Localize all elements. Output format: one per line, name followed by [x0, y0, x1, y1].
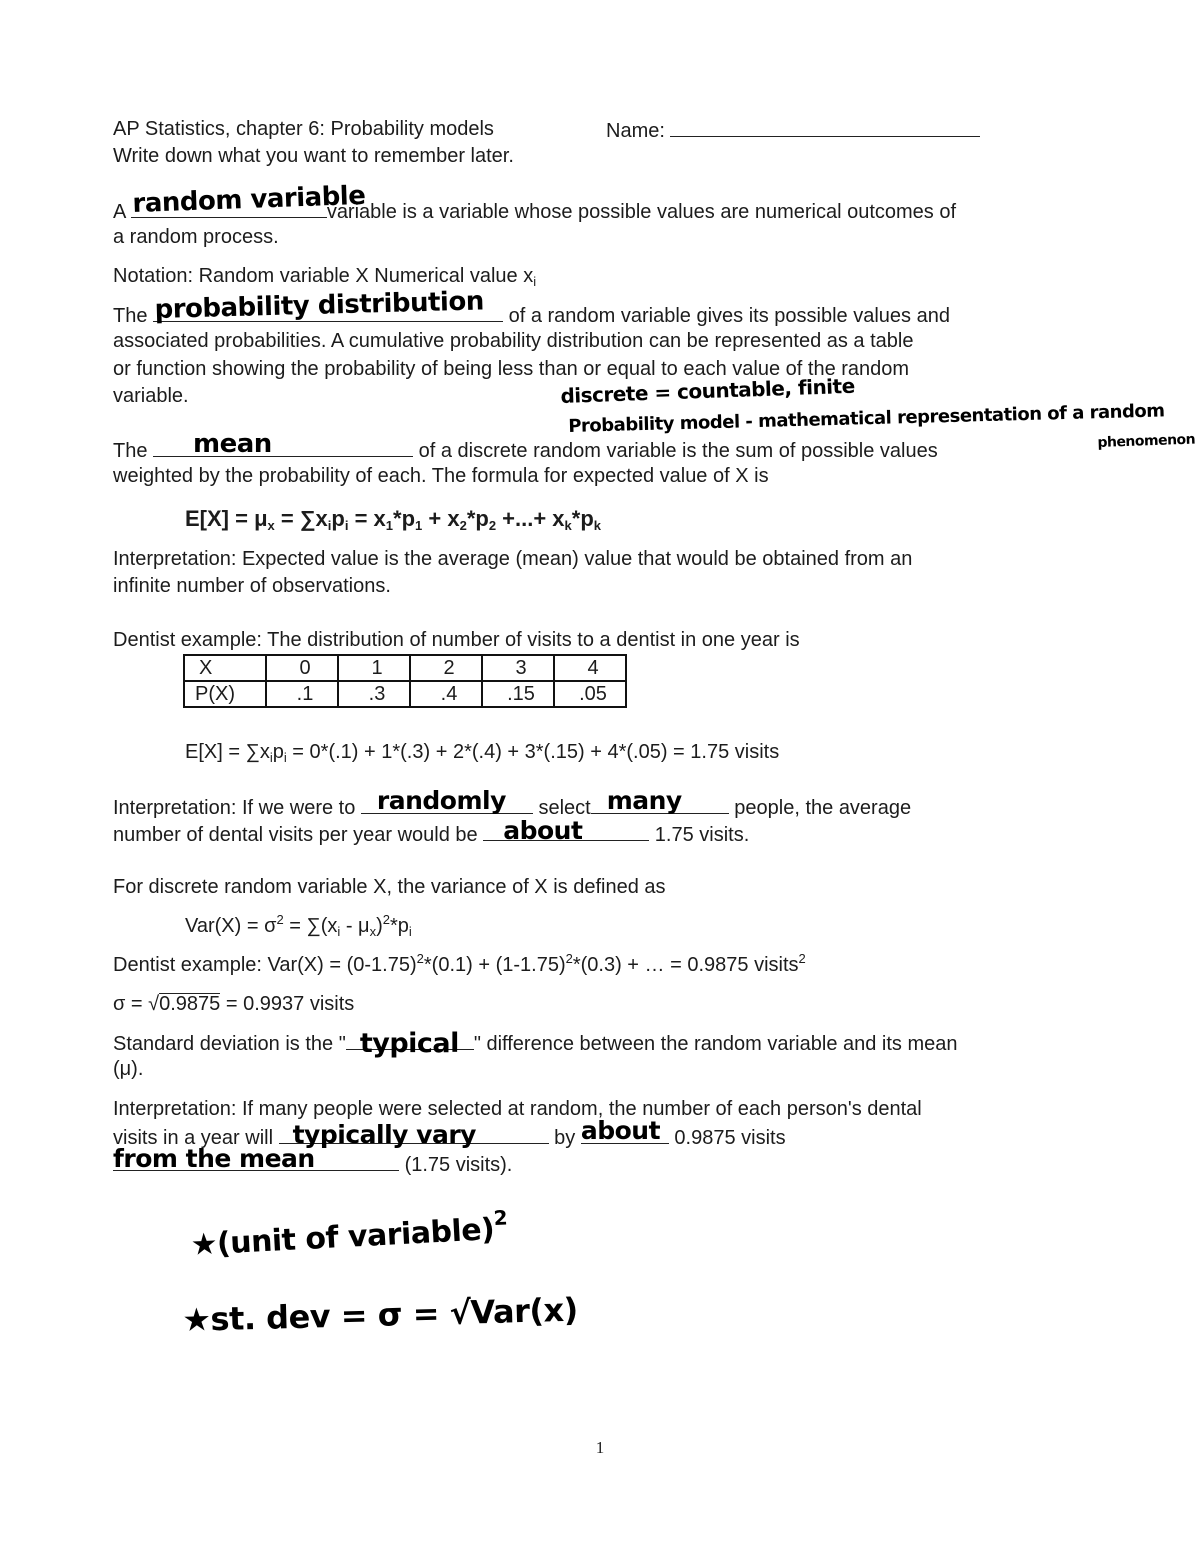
randomly-handwritten-answer: randomly — [376, 786, 506, 815]
interpretation3-line1: Interpretation: If many people were selected at random, the number of each person's dental — [113, 1098, 922, 1120]
about-blank — [483, 816, 649, 845]
pd-blank — [153, 286, 503, 325]
table-cell: .4 — [410, 681, 482, 707]
mean-handwritten-answer: mean — [193, 429, 272, 459]
worksheet-title-line — [113, 116, 494, 143]
typical-handwritten-answer: typical — [359, 1028, 459, 1059]
std-dev-definition-line1 — [113, 1029, 958, 1058]
handwritten-note-probability-model: Probability model - mathematical representation of a random — [568, 400, 1165, 437]
pd-definition-line1 — [113, 286, 950, 330]
table-cell: .1 — [266, 681, 338, 707]
table-cell: 2 — [410, 655, 482, 681]
table-header-x: X — [184, 655, 266, 681]
interp3-line2-prefix: visits in a year will — [113, 1127, 274, 1149]
pd-handwritten-answer: probability distribution — [154, 286, 485, 325]
dentist-expected-value: $E[X] = \sum x_ip_i = 0*(.1) + 1*(.3) + 2*(.4) + 3*(.15) + 4*(.05) = 1.75$ visits — [185, 741, 780, 765]
randomly-blank — [361, 786, 533, 815]
many-handwritten-answer: many — [606, 786, 682, 815]
about-blank-2 — [580, 1116, 669, 1145]
interpretation2-line2 — [113, 816, 750, 849]
interp3-line3-suffix: (1.75 visits). — [404, 1154, 513, 1176]
from-the-mean-handwritten-answer: from the mean — [113, 1144, 315, 1173]
rv-definition-line2: a random process. — [113, 226, 279, 248]
handwritten-note-unit-squared: ★(unit of variable)$^2$ — [189, 1205, 508, 1263]
expected-value-formula: $E[X] = \mu_x = \sum x_ip_i = x_1*p_1 + x_2*p_2$ +...+ $x_k*p_k$ — [185, 506, 602, 533]
mean-blank — [153, 429, 413, 459]
mean-definition-line1 — [113, 429, 938, 465]
table-cell: 3 — [482, 655, 554, 681]
table-row-px — [184, 681, 626, 707]
sd-def-suffix: " difference between the random variable and its mean — [473, 1033, 958, 1055]
mean-definition-line2: weighted by the probability of each. The formula for expected value of X is — [113, 465, 769, 487]
interp3-line2-mid: by — [554, 1127, 576, 1149]
page-number: 1 — [595, 1438, 605, 1457]
table-header-px: P(X) — [184, 681, 266, 707]
rv-handwritten-answer: random variable — [131, 180, 366, 219]
dentist-intro: Dentist example: The distribution of number of visits to a dentist in one year is — [113, 629, 800, 651]
interpretation1-line2: infinite number of observations. — [113, 575, 391, 597]
name-label: Name: — [606, 120, 665, 142]
many-blank — [591, 786, 729, 815]
typically-vary-blank — [279, 1120, 549, 1149]
from-the-mean-blank — [113, 1144, 399, 1173]
pd-definition-line2: associated probabilities. A cumulative probability distribution can be represented as a table — [113, 330, 914, 352]
interp3-line2-suffix: 0.9875 visits — [674, 1127, 786, 1149]
rv-text1: variable is a variable whose possible values are numerical outcomes of — [326, 201, 957, 223]
pd-text1: of a random variable gives its possible values and — [508, 305, 950, 327]
interp2-suffix: people, the average — [734, 797, 912, 819]
about-handwritten-answer-2: about — [580, 1116, 661, 1145]
pd-definition-line4: variable. — [113, 385, 189, 407]
rv-definition-line1 — [113, 180, 957, 226]
pd-prefix: The — [113, 305, 148, 327]
distribution-table — [183, 654, 627, 708]
handwritten-note-phenomenon: phenomenon — [1097, 431, 1196, 451]
worksheet-title: AP Statistics, chapter 6: Probability models — [113, 118, 494, 140]
handwritten-note-discrete: discrete = countable, finite — [560, 373, 856, 408]
notation-text: Notation: Random variable X Numerical value x — [113, 265, 534, 287]
table-cell: 4 — [554, 655, 626, 681]
interp2-mid: select — [538, 797, 591, 819]
table-cell: .3 — [338, 681, 410, 707]
typical-blank — [346, 1028, 474, 1059]
mean-text1: of a discrete random variable is the sum of possible values — [418, 440, 938, 462]
interp2-line2-suffix: 1.75 visits. — [654, 824, 750, 846]
table-cell: 0 — [266, 655, 338, 681]
variance-intro: For discrete random variable X, the variance of X is defined as — [113, 876, 666, 898]
name-blank — [670, 116, 980, 137]
name-field — [606, 116, 980, 145]
pd-definition-line3: or function showing the probability of being less than or equal to each value of the random — [113, 358, 910, 380]
typically-vary-handwritten-answer: typically vary — [292, 1120, 476, 1149]
interp2-prefix: Interpretation: If we were to — [113, 797, 356, 819]
table-cell: .05 — [554, 681, 626, 707]
handwritten-note-std-dev: ★st. dev = σ = √Var(x) — [181, 1290, 579, 1339]
rv-blank — [131, 180, 366, 219]
about-handwritten-answer: about — [503, 816, 583, 845]
notation-subscript: i — [533, 274, 537, 289]
variance-formula: $Var(X) = \sigma^2 = \sum(x_i - \mu_x)^2*p_i$ — [185, 912, 412, 939]
table-cell: 1 — [338, 655, 410, 681]
sd-def-prefix: Standard deviation is the " — [113, 1033, 346, 1055]
rv-prefix: A — [113, 201, 126, 223]
interpretation1-line1: Interpretation: Expected value is the average (mean) value that would be obtained from an — [113, 548, 913, 570]
worksheet-subtitle: Write down what you want to remember later. — [113, 145, 514, 167]
std-dev-definition-line2: (μ). — [113, 1058, 144, 1080]
mean-prefix: The — [113, 440, 148, 462]
table-row-x — [184, 655, 626, 681]
variance-dentist-example: Dentist example: $Var(X) = (0-1.75)^2*(0.1) + (1-1.75)^2*(0.3)$ + … = 0.9875 visits$^2$ — [113, 951, 806, 976]
table-cell: .15 — [482, 681, 554, 707]
interpretation3-line3 — [113, 1144, 513, 1179]
std-dev-calculation: σ = √0.9875 = 0.9937 visits — [113, 993, 355, 1015]
interp2-line2-prefix: number of dental visits per year would be — [113, 824, 478, 846]
